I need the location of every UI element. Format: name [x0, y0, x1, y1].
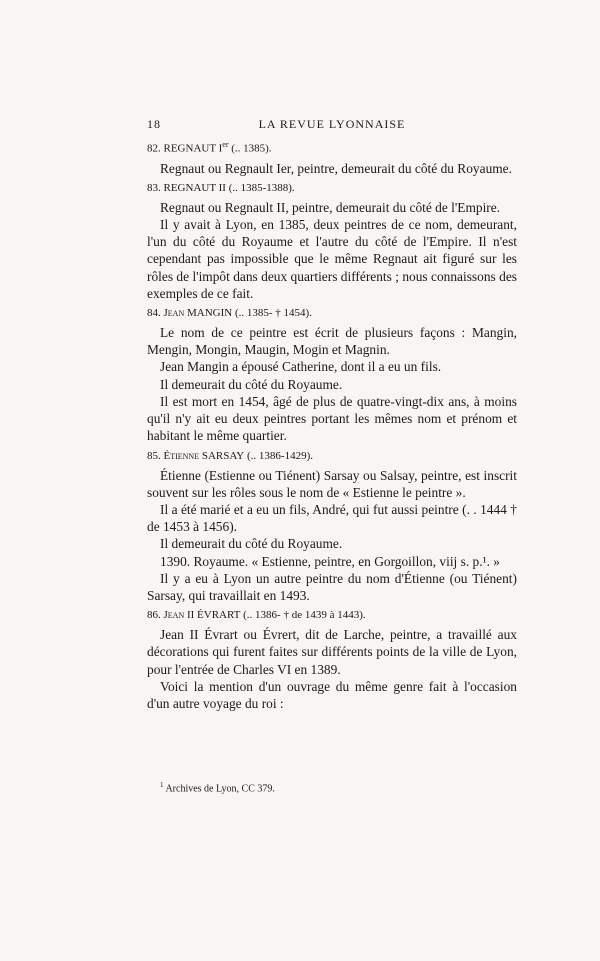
entry-dates: (.. 1385).: [228, 142, 272, 155]
paragraph: Voici la mention d'un ouvrage du même genre fait à l'occasion d'un autre voyage du roi :: [147, 678, 517, 711]
paragraph: Jean Mangin a épousé Catherine, dont il a eu un fils.: [160, 359, 442, 375]
entry-number: 86.: [147, 609, 161, 622]
entry-heading: [147, 449, 517, 464]
page-number: 18: [147, 117, 161, 131]
entry-heading: [147, 306, 517, 321]
entry-number: 82.: [147, 142, 161, 155]
paragraph: Étienne (Estienne ou Tiénent) Sarsay ou Salsay, peintre, est inscrit souvent sur les rôles sous le nom de « Estienne le peintre ».: [147, 467, 517, 500]
paragraph: Regnaut ou Regnault Ier, peintre, demeurait du côté du Royaume.: [160, 160, 512, 176]
entry: [147, 306, 517, 444]
paragraph: Il demeurait du côté du Royaume.: [160, 376, 343, 392]
page-header: [147, 117, 517, 135]
entry-heading: [147, 137, 517, 157]
paragraph: Il y a eu à Lyon un autre peintre du nom d'Étienne (ou Tiénent) Sarsay, qui travaillait en 1493.: [147, 570, 517, 603]
paragraph: Jean II Évrart ou Évrert, dit de Larche, peintre, a travaillé aux décorations qui furent faites sur différents points de la ville de Lyon, pour l'entrée de Charles VI en 1389.: [147, 627, 517, 677]
entry-heading: [147, 608, 517, 623]
entry-heading: [147, 181, 517, 196]
entry-name: REGNAUT I: [163, 142, 223, 155]
entry-number: 84.: [147, 307, 161, 320]
entry-dates: (.. 1385- † 1454).: [232, 307, 312, 320]
entry-dates: (.. 1385-1388).: [225, 181, 295, 194]
footnote-text: Archives de Lyon, CC 379.: [163, 783, 275, 795]
entry-name: Étienne SARSAY: [163, 449, 245, 462]
entry-number: 83.: [147, 181, 161, 194]
paragraph: Il a été marié et a eu un fils, André, qui fut aussi peintre (. . 1444 † de 1453 à 1456).: [147, 501, 517, 535]
running-title: LA REVUE LYONNAISE: [258, 117, 406, 131]
paragraph: Regnaut ou Regnault II, peintre, demeurait du côté de l'Empire.: [160, 199, 501, 215]
entry: [147, 449, 517, 605]
footnote-mark: 1: [160, 781, 164, 789]
entry-name-superscript: er: [222, 140, 229, 149]
paragraph: 1390. Royaume. « Estienne, peintre, en Gorgoillon, viij s. p.¹. »: [160, 553, 500, 569]
entry-name: Jean II ÉVRART: [163, 609, 241, 622]
entry-name: REGNAUT II: [163, 181, 226, 194]
paragraph: Il est mort en 1454, âgé de plus de quatre-vingt-dix ans, à moins qu'il n'y ait eu deux peintres portant les mêmes nom et prénom et habitant le même quartier.: [147, 393, 517, 444]
footnote: [160, 779, 500, 795]
entry: [147, 181, 517, 302]
entry: [147, 137, 517, 177]
paragraph: Il demeurait du côté du Royaume.: [160, 536, 343, 552]
entry-dates: (.. 1386-1429).: [244, 449, 313, 462]
paragraph: Il y avait à Lyon, en 1385, deux peintres de ce nom, demeurant, l'un du côté du Royaume et l'autre du côté de l'Empire. Il n'est cependant pas impossible que le même Regnaut ait figuré sur les rôles de l'impôt dans deux quartiers différents ; nous connaissons des exemples de ce fait.: [147, 217, 517, 301]
paragraph: Le nom de ce peintre est écrit de plusieurs façons : Mangin, Mengin, Mongin, Maugin, Mogin et Magnin.: [147, 325, 517, 358]
main-text: [147, 137, 517, 716]
entry-number: 85.: [147, 449, 161, 462]
entry: [147, 608, 517, 712]
entry-name: Jean MANGIN: [163, 307, 233, 320]
entry-dates: (.. 1386- † de 1439 à 1443).: [240, 609, 366, 622]
